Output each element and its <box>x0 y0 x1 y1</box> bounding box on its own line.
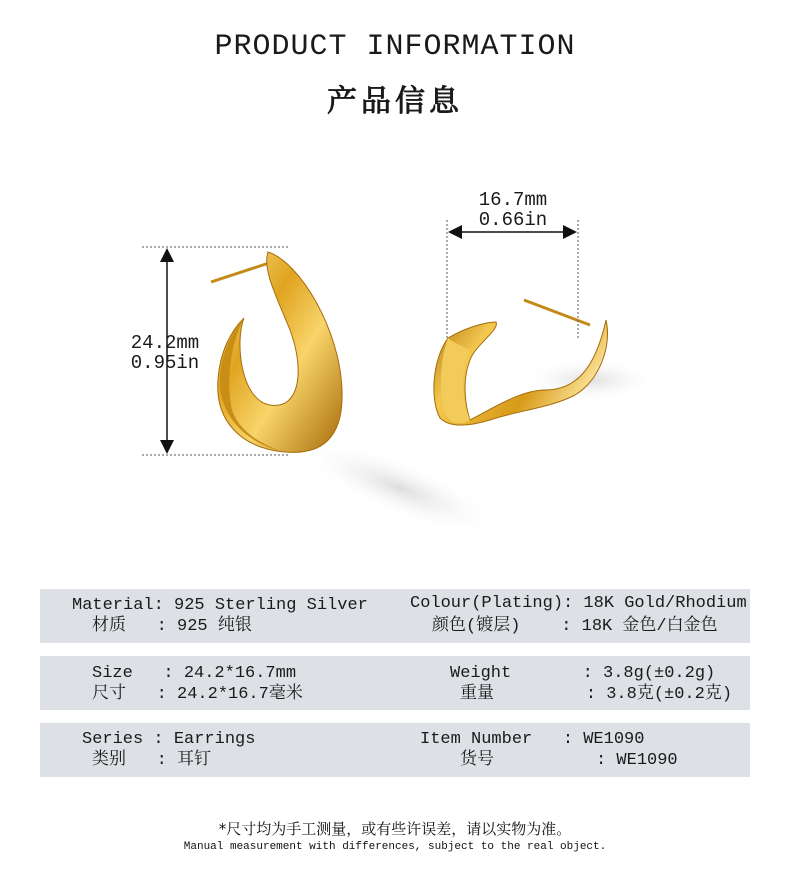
product-illustration <box>0 150 790 570</box>
series-en: Series : Earrings <box>82 730 256 749</box>
material-cn: 材质 : 925 纯银 <box>92 617 252 636</box>
item-number-cn: 货号 : WE1090 <box>460 751 678 770</box>
width-dimension-label <box>465 190 561 230</box>
width-in: 0.66in <box>478 209 548 231</box>
measurement-note-en: Manual measurement with differences, subject to the real object. <box>183 841 607 853</box>
title-en: PRODUCT INFORMATION <box>214 30 576 64</box>
series-cn: 类别 : 耳钉 <box>92 751 212 770</box>
colour-cn: 颜色(镀层) : 18K 金色/白金色 <box>432 617 718 636</box>
title-cn: 产品信息 <box>327 84 463 119</box>
weight-en: Weight : 3.8g(±0.2g) <box>450 664 716 683</box>
item-number-en: Item Number : WE1090 <box>420 730 645 749</box>
material-en: Material: 925 Sterling Silver <box>72 596 368 615</box>
height-dimension-label <box>120 333 210 373</box>
size-en: Size : 24.2*16.7mm <box>92 664 297 683</box>
height-in: 0.95in <box>130 352 200 374</box>
left-earring <box>211 252 342 452</box>
colour-en: Colour(Plating): 18K Gold/Rhodium <box>410 594 747 613</box>
width-mm: 16.7mm <box>478 189 548 211</box>
weight-cn: 重量 : 3.8克(±0.2克) <box>460 685 733 704</box>
height-mm: 24.2mm <box>130 332 200 354</box>
measurement-note-cn: *尺寸均为手工测量，或有些许误差，请以实物为准。 <box>218 820 572 838</box>
size-cn: 尺寸 : 24.2*16.7毫米 <box>92 685 303 704</box>
